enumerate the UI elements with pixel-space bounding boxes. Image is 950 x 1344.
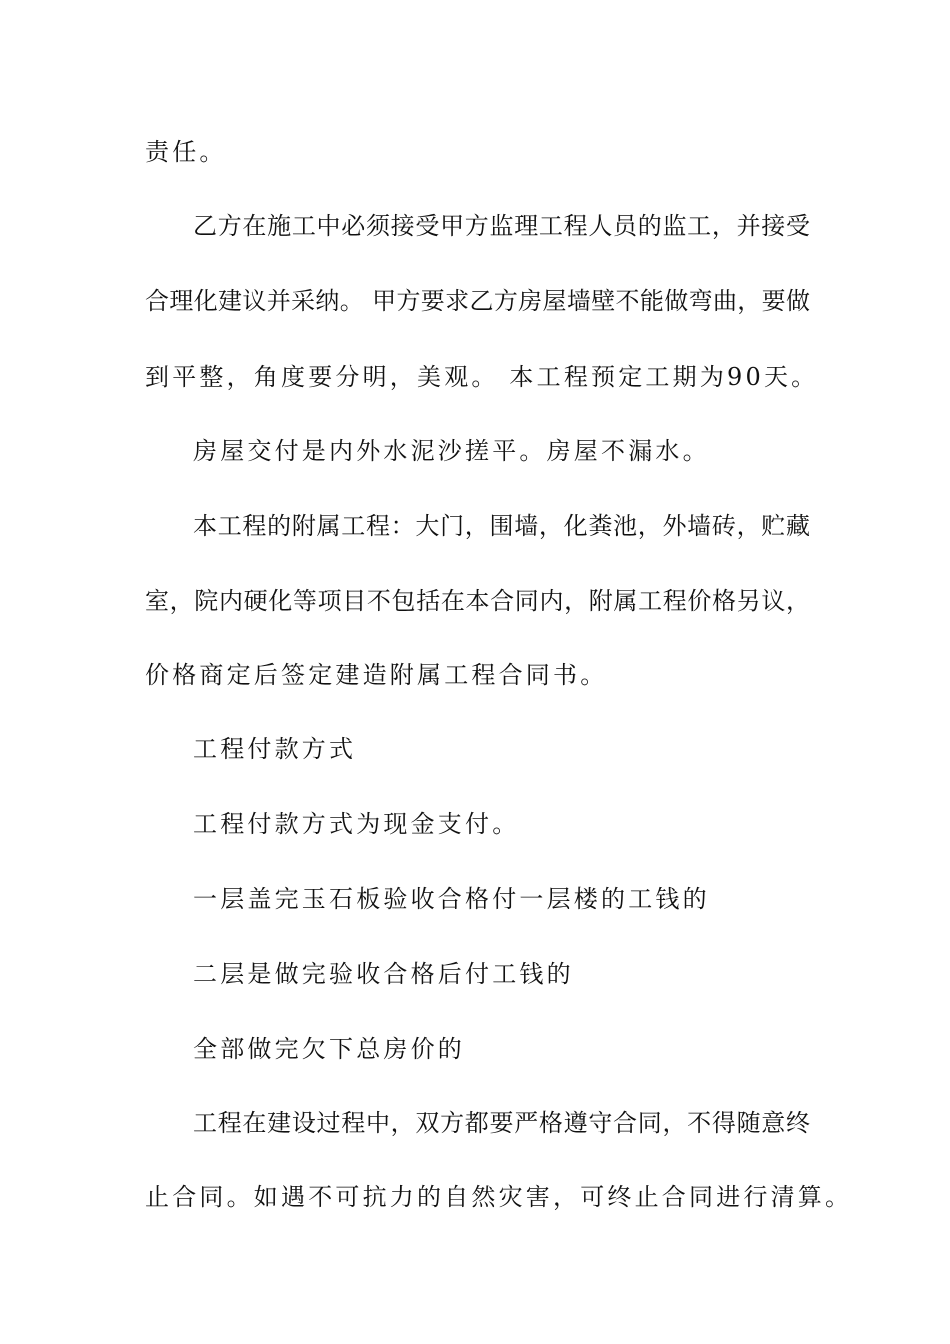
section-heading: 工程付款方式 xyxy=(193,735,357,763)
paragraph-line: 一层盖完玉石板验收合格付一层楼的工钱的 xyxy=(193,885,710,913)
text-line: 价格商定后签定建造附属工程合同书。 xyxy=(145,661,608,689)
text-line: 止合同。如遇不可抗力的自然灾害，可终止合同进行清算。 xyxy=(145,1183,853,1211)
paragraph-line: 工程付款方式为现金支付。 xyxy=(193,810,520,838)
paragraph-line: 全部做完欠下总房价的 xyxy=(193,1035,465,1063)
paragraph-line: 本工程的附属工程：大门，围墙，化粪池，外墙砖，贮藏 xyxy=(193,512,810,540)
text-line: 到平整，角度要分明，美观。 本工程预定工期为90天。 xyxy=(145,363,819,391)
paragraph-line: 乙方在施工中必须接受甲方监理工程人员的监工，并接受 xyxy=(193,212,810,240)
paragraph-line: 二层是做完验收合格后付工钱的 xyxy=(193,960,574,988)
text-line: 合理化建议并采纳。 甲方要求乙方房屋墙壁不能做弯曲，要做 xyxy=(145,287,810,315)
paragraph-line: 工程在建设过程中，双方都要严格遵守合同，不得随意终 xyxy=(193,1109,810,1137)
text-line: 责任。 xyxy=(145,138,227,166)
text-line: 室，院内硬化等项目不包括在本合同内，附属工程价格另议， xyxy=(145,587,810,615)
paragraph-line: 房屋交付是内外水泥沙搓平。房屋不漏水。 xyxy=(193,437,710,465)
